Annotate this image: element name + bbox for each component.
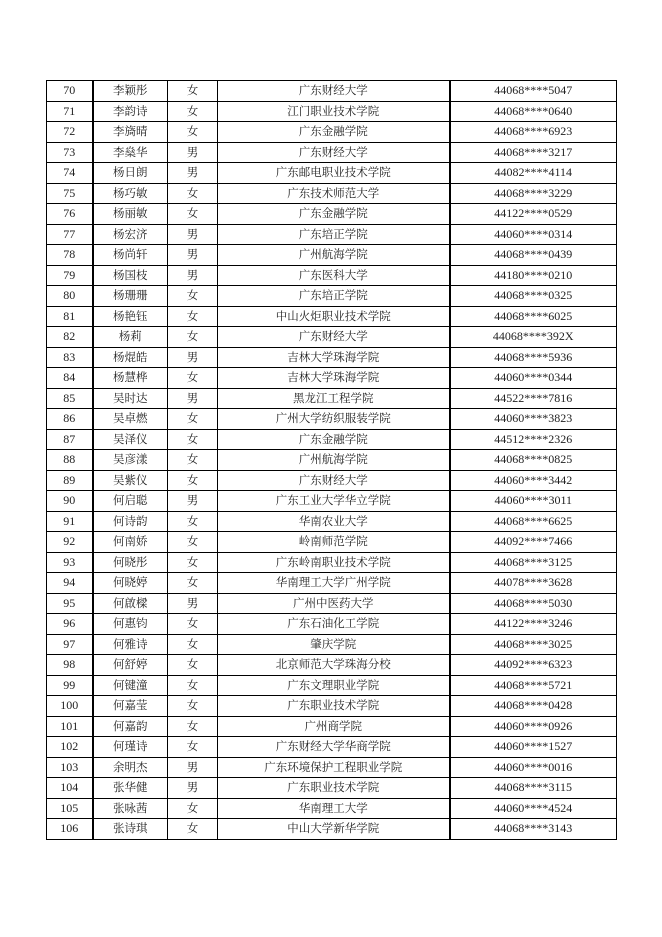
gender-cell: 女 (168, 122, 218, 143)
gender-cell: 男 (168, 142, 218, 163)
row-number-cell: 99 (47, 675, 93, 696)
student-name-cell: 余明杰 (93, 757, 168, 778)
gender-cell: 女 (168, 429, 218, 450)
row-number-cell: 98 (47, 655, 93, 676)
gender-cell: 女 (168, 552, 218, 573)
student-name-cell: 何啟樑 (93, 593, 168, 614)
gender-cell: 男 (168, 224, 218, 245)
student-name-cell: 杨丽敏 (93, 204, 168, 225)
table-row (47, 81, 617, 102)
id-number-cell: 44068****3115 (450, 778, 617, 799)
row-number-cell: 73 (47, 142, 93, 163)
table-body (47, 81, 617, 840)
school-cell: 广东职业技术学院 (218, 778, 450, 799)
table-row (47, 327, 617, 348)
row-number-cell: 77 (47, 224, 93, 245)
student-name-cell: 李燊华 (93, 142, 168, 163)
row-number-cell: 81 (47, 306, 93, 327)
school-cell: 广东财经大学 (218, 470, 450, 491)
row-number-cell: 101 (47, 716, 93, 737)
gender-cell: 女 (168, 573, 218, 594)
gender-cell: 男 (168, 593, 218, 614)
id-number-cell: 44082****4114 (450, 163, 617, 184)
table-row (47, 183, 617, 204)
gender-cell: 男 (168, 163, 218, 184)
gender-cell: 女 (168, 511, 218, 532)
row-number-cell: 104 (47, 778, 93, 799)
row-number-cell: 79 (47, 265, 93, 286)
row-number-cell: 84 (47, 368, 93, 389)
table-row (47, 491, 617, 512)
row-number-cell: 78 (47, 245, 93, 266)
school-cell: 黑龙江工程学院 (218, 388, 450, 409)
school-cell: 广东文理职业学院 (218, 675, 450, 696)
student-name-cell: 何嘉莹 (93, 696, 168, 717)
student-name-cell: 杨国枝 (93, 265, 168, 286)
table-row (47, 614, 617, 635)
student-name-cell: 杨珊珊 (93, 286, 168, 307)
table-row (47, 819, 617, 840)
table-row (47, 655, 617, 676)
table-row (47, 798, 617, 819)
row-number-cell: 90 (47, 491, 93, 512)
student-name-cell: 杨莉 (93, 327, 168, 348)
row-number-cell: 102 (47, 737, 93, 758)
gender-cell: 女 (168, 614, 218, 635)
id-number-cell: 44068****0325 (450, 286, 617, 307)
id-number-cell: 44060****0314 (450, 224, 617, 245)
id-number-cell: 44068****392X (450, 327, 617, 348)
gender-cell: 男 (168, 388, 218, 409)
table-row (47, 306, 617, 327)
student-name-cell: 吴彦漾 (93, 450, 168, 471)
school-cell: 广东岭南职业技术学院 (218, 552, 450, 573)
table-row (47, 388, 617, 409)
school-cell: 华南理工大学 (218, 798, 450, 819)
student-name-cell: 李旖晴 (93, 122, 168, 143)
table-row (47, 245, 617, 266)
row-number-cell: 76 (47, 204, 93, 225)
gender-cell: 男 (168, 265, 218, 286)
student-name-cell: 杨巧敏 (93, 183, 168, 204)
table-row (47, 450, 617, 471)
school-cell: 广东财经大学 (218, 327, 450, 348)
table-row (47, 634, 617, 655)
gender-cell: 女 (168, 183, 218, 204)
row-number-cell: 86 (47, 409, 93, 430)
table-row (47, 163, 617, 184)
row-number-cell: 95 (47, 593, 93, 614)
table-row (47, 778, 617, 799)
gender-cell: 女 (168, 737, 218, 758)
id-number-cell: 44068****6025 (450, 306, 617, 327)
id-number-cell: 44060****0344 (450, 368, 617, 389)
school-cell: 华南理工大学广州学院 (218, 573, 450, 594)
table-row (47, 757, 617, 778)
school-cell: 吉林大学珠海学院 (218, 347, 450, 368)
gender-cell: 女 (168, 675, 218, 696)
school-cell: 中山大学新华学院 (218, 819, 450, 840)
school-cell: 中山火炬职业技术学院 (218, 306, 450, 327)
school-cell: 广东财经大学 (218, 81, 450, 102)
id-number-cell: 44068****3229 (450, 183, 617, 204)
row-number-cell: 82 (47, 327, 93, 348)
id-number-cell: 44068****0640 (450, 101, 617, 122)
id-number-cell: 44092****6323 (450, 655, 617, 676)
row-number-cell: 94 (47, 573, 93, 594)
row-number-cell: 93 (47, 552, 93, 573)
id-number-cell: 44068****5030 (450, 593, 617, 614)
row-number-cell: 88 (47, 450, 93, 471)
student-name-cell: 何诗韵 (93, 511, 168, 532)
student-name-cell: 何晓彤 (93, 552, 168, 573)
row-number-cell: 72 (47, 122, 93, 143)
gender-cell: 女 (168, 306, 218, 327)
student-name-cell: 何键潼 (93, 675, 168, 696)
school-cell: 广东培正学院 (218, 224, 450, 245)
id-number-cell: 44060****3011 (450, 491, 617, 512)
student-list-table (46, 80, 617, 840)
student-name-cell: 张华健 (93, 778, 168, 799)
school-cell: 广东金融学院 (218, 204, 450, 225)
school-cell: 广东金融学院 (218, 429, 450, 450)
row-number-cell: 83 (47, 347, 93, 368)
student-name-cell: 杨宏济 (93, 224, 168, 245)
table-row (47, 532, 617, 553)
row-number-cell: 91 (47, 511, 93, 532)
gender-cell: 女 (168, 655, 218, 676)
id-number-cell: 44068****6923 (450, 122, 617, 143)
table-row (47, 470, 617, 491)
student-name-cell: 何舒婷 (93, 655, 168, 676)
row-number-cell: 85 (47, 388, 93, 409)
school-cell: 广东技术师范大学 (218, 183, 450, 204)
row-number-cell: 106 (47, 819, 93, 840)
gender-cell: 女 (168, 532, 218, 553)
student-name-cell: 吴泽仪 (93, 429, 168, 450)
gender-cell: 女 (168, 696, 218, 717)
gender-cell: 女 (168, 634, 218, 655)
student-name-cell: 张诗琪 (93, 819, 168, 840)
student-name-cell: 张咏茜 (93, 798, 168, 819)
gender-cell: 男 (168, 757, 218, 778)
table-row (47, 716, 617, 737)
row-number-cell: 75 (47, 183, 93, 204)
gender-cell: 女 (168, 798, 218, 819)
school-cell: 广州中医药大学 (218, 593, 450, 614)
school-cell: 广州商学院 (218, 716, 450, 737)
gender-cell: 女 (168, 716, 218, 737)
student-name-cell: 杨艳钰 (93, 306, 168, 327)
id-number-cell: 44060****4524 (450, 798, 617, 819)
id-number-cell: 44180****0210 (450, 265, 617, 286)
id-number-cell: 44522****7816 (450, 388, 617, 409)
id-number-cell: 44060****3823 (450, 409, 617, 430)
school-cell: 肇庆学院 (218, 634, 450, 655)
school-cell: 广东环境保护工程职业学院 (218, 757, 450, 778)
table-row (47, 429, 617, 450)
gender-cell: 女 (168, 470, 218, 491)
id-number-cell: 44060****3442 (450, 470, 617, 491)
id-number-cell: 44060****0016 (450, 757, 617, 778)
school-cell: 广东石油化工学院 (218, 614, 450, 635)
gender-cell: 女 (168, 204, 218, 225)
id-number-cell: 44068****3025 (450, 634, 617, 655)
gender-cell: 女 (168, 819, 218, 840)
row-number-cell: 89 (47, 470, 93, 491)
table-row (47, 409, 617, 430)
table-row (47, 142, 617, 163)
student-name-cell: 李韵诗 (93, 101, 168, 122)
id-number-cell: 44122****0529 (450, 204, 617, 225)
id-number-cell: 44068****5936 (450, 347, 617, 368)
school-cell: 广东职业技术学院 (218, 696, 450, 717)
school-cell: 华南农业大学 (218, 511, 450, 532)
row-number-cell: 100 (47, 696, 93, 717)
student-name-cell: 杨尚轩 (93, 245, 168, 266)
id-number-cell: 44068****0825 (450, 450, 617, 471)
table-row (47, 593, 617, 614)
id-number-cell: 44068****3143 (450, 819, 617, 840)
row-number-cell: 96 (47, 614, 93, 635)
school-cell: 北京师范大学珠海分校 (218, 655, 450, 676)
school-cell: 岭南师范学院 (218, 532, 450, 553)
table-row (47, 101, 617, 122)
student-name-cell: 何雅诗 (93, 634, 168, 655)
school-cell: 广州航海学院 (218, 450, 450, 471)
school-cell: 广东工业大学华立学院 (218, 491, 450, 512)
gender-cell: 男 (168, 245, 218, 266)
table-row (47, 511, 617, 532)
id-number-cell: 44078****3628 (450, 573, 617, 594)
table-row (47, 737, 617, 758)
id-number-cell: 44068****5047 (450, 81, 617, 102)
row-number-cell: 97 (47, 634, 93, 655)
table-row (47, 122, 617, 143)
table-row (47, 696, 617, 717)
row-number-cell: 70 (47, 81, 93, 102)
row-number-cell: 71 (47, 101, 93, 122)
id-number-cell: 44060****0926 (450, 716, 617, 737)
student-name-cell: 何瑾诗 (93, 737, 168, 758)
gender-cell: 男 (168, 347, 218, 368)
student-name-cell: 何惠钧 (93, 614, 168, 635)
student-name-cell: 何晓婷 (93, 573, 168, 594)
id-number-cell: 44068****3217 (450, 142, 617, 163)
gender-cell: 女 (168, 81, 218, 102)
table-row (47, 265, 617, 286)
id-number-cell: 44068****5721 (450, 675, 617, 696)
school-cell: 吉林大学珠海学院 (218, 368, 450, 389)
table-row (47, 675, 617, 696)
id-number-cell: 44512****2326 (450, 429, 617, 450)
school-cell: 广东财经大学 (218, 142, 450, 163)
id-number-cell: 44092****7466 (450, 532, 617, 553)
id-number-cell: 44122****3246 (450, 614, 617, 635)
student-name-cell: 何嘉韵 (93, 716, 168, 737)
table-row (47, 368, 617, 389)
student-name-cell: 吴时达 (93, 388, 168, 409)
student-name-cell: 吴卓燃 (93, 409, 168, 430)
student-name-cell: 李颖彤 (93, 81, 168, 102)
school-cell: 江门职业技术学院 (218, 101, 450, 122)
school-cell: 广州大学纺织服装学院 (218, 409, 450, 430)
row-number-cell: 87 (47, 429, 93, 450)
row-number-cell: 92 (47, 532, 93, 553)
table-row (47, 224, 617, 245)
table-row (47, 552, 617, 573)
table-row (47, 347, 617, 368)
table-row (47, 286, 617, 307)
student-name-cell: 杨日朗 (93, 163, 168, 184)
row-number-cell: 80 (47, 286, 93, 307)
gender-cell: 女 (168, 327, 218, 348)
row-number-cell: 74 (47, 163, 93, 184)
id-number-cell: 44068****3125 (450, 552, 617, 573)
id-number-cell: 44068****0439 (450, 245, 617, 266)
row-number-cell: 105 (47, 798, 93, 819)
gender-cell: 女 (168, 101, 218, 122)
student-name-cell: 杨焜皓 (93, 347, 168, 368)
student-name-cell: 杨慧桦 (93, 368, 168, 389)
student-name-cell: 何启聪 (93, 491, 168, 512)
gender-cell: 女 (168, 450, 218, 471)
gender-cell: 女 (168, 368, 218, 389)
id-number-cell: 44068****0428 (450, 696, 617, 717)
row-number-cell: 103 (47, 757, 93, 778)
gender-cell: 男 (168, 491, 218, 512)
gender-cell: 女 (168, 286, 218, 307)
id-number-cell: 44060****1527 (450, 737, 617, 758)
student-name-cell: 何南娇 (93, 532, 168, 553)
school-cell: 广东培正学院 (218, 286, 450, 307)
gender-cell: 女 (168, 409, 218, 430)
id-number-cell: 44068****6625 (450, 511, 617, 532)
table-row (47, 573, 617, 594)
student-name-cell: 吴紫仪 (93, 470, 168, 491)
school-cell: 广东财经大学华商学院 (218, 737, 450, 758)
school-cell: 广东医科大学 (218, 265, 450, 286)
school-cell: 广州航海学院 (218, 245, 450, 266)
school-cell: 广东金融学院 (218, 122, 450, 143)
table-row (47, 204, 617, 225)
gender-cell: 男 (168, 778, 218, 799)
school-cell: 广东邮电职业技术学院 (218, 163, 450, 184)
